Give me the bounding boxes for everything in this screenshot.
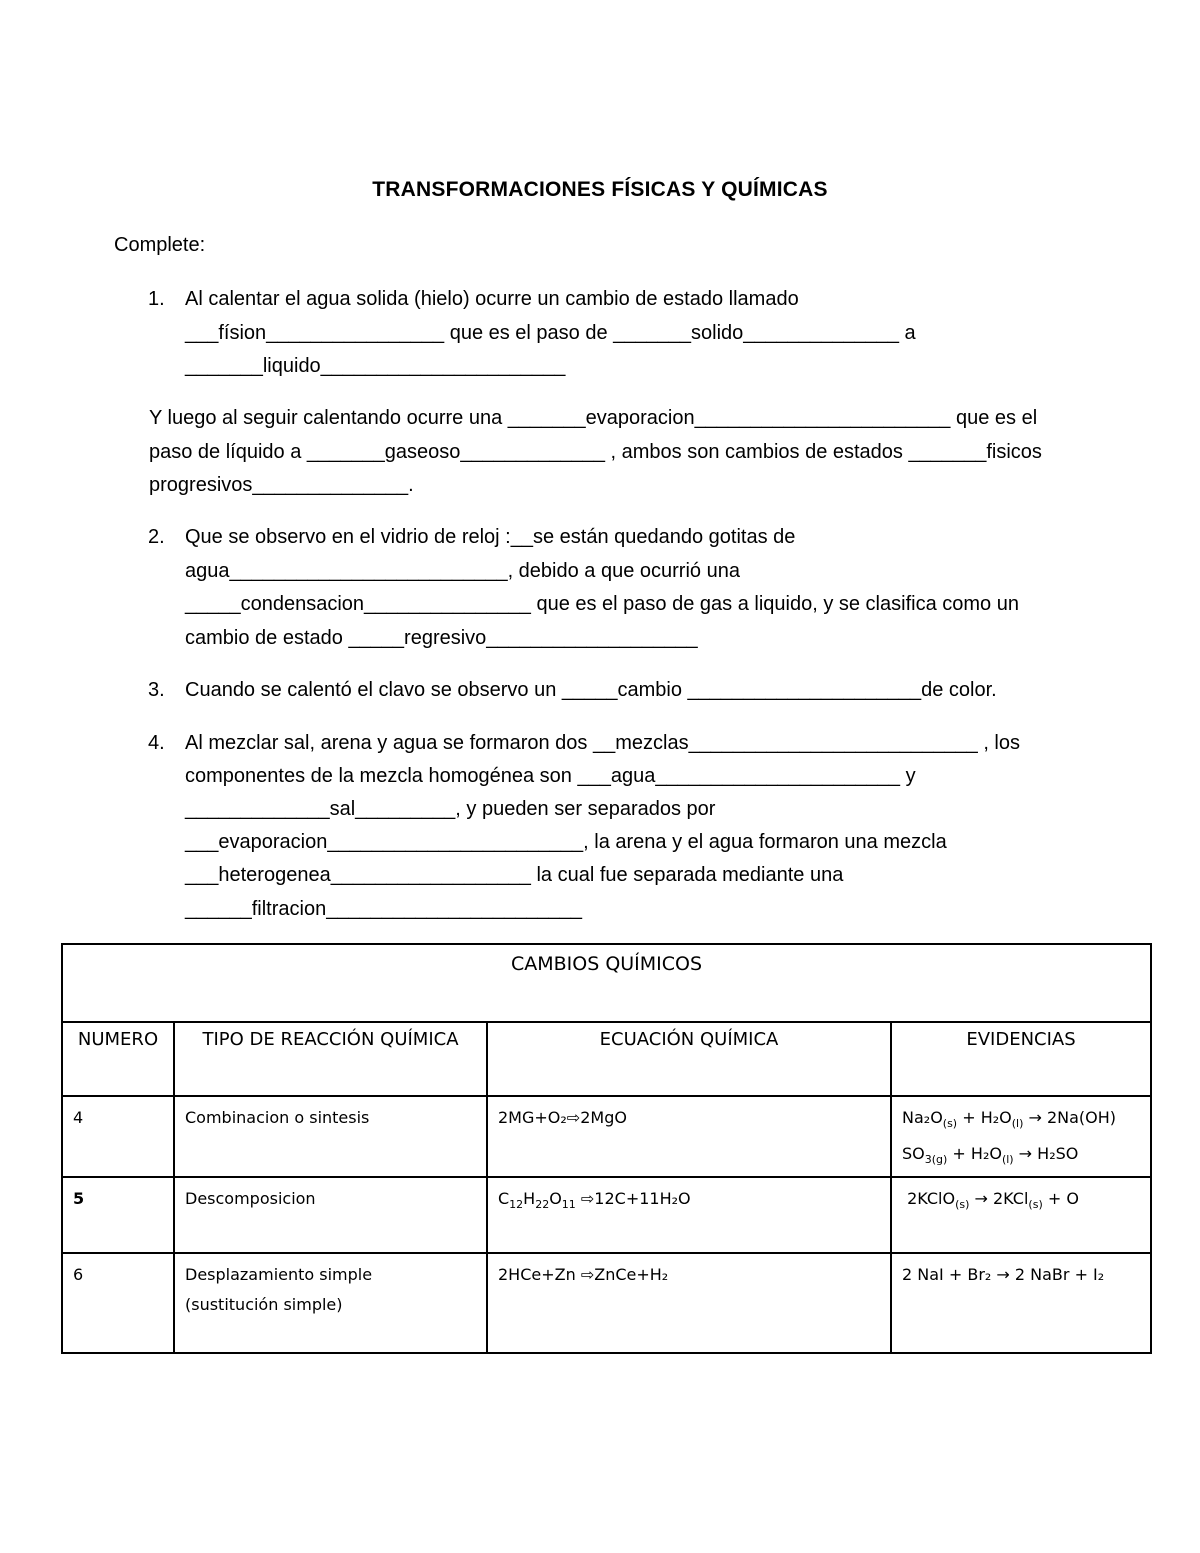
question-1-paragraph-line-2: paso de líquido a _______gaseoso_____________ , ambos son cambios de estados _______fisicos [149,441,1042,463]
question-4-line-3: _____________sal_________, y pueden ser separados por [185,798,716,820]
row-evidence: 2 NaI + Br₂ → 2 NaBr + I₂ [891,1253,1151,1353]
question-1-line-2: ___físion________________ que es el paso de _______solido______________ a [185,322,916,344]
question-2-line-1: Que se observo en el vidrio de reloj :__se están quedando gotitas de [185,526,796,548]
page-title: TRANSFORMACIONES FÍSICAS Y QUÍMICAS [372,178,828,201]
table-row [62,1177,1151,1253]
row-evidence: 2KClO$_{(s)}$ → 2KCl$_{(s)}$ + O [891,1177,1151,1253]
chemical-changes-table [61,943,1152,1354]
question-1-number: 1. [148,288,165,310]
question-3-line-1: Cuando se calentó el clavo se observo un _____cambio _____________________de color. [185,679,997,701]
row-number: 5 [62,1177,174,1253]
reaction-type-line-1: Desplazamiento simple [185,1265,373,1284]
table-row [62,1096,1151,1177]
row-reaction-type: Combinacion o sintesis [174,1096,487,1177]
question-1-line-1: Al calentar el agua solida (hielo) ocurre un cambio de estado llamado [185,288,799,310]
header-tipo: TIPO DE REACCIÓN QUÍMICA [174,1022,487,1096]
question-1-line-3: _______liquido______________________ [185,355,566,377]
question-4-line-1: Al mezclar sal, arena y agua se formaron dos __mezclas__________________________ , los [185,732,1020,754]
row-reaction-type [174,1253,487,1353]
row-number: 6 [62,1253,174,1353]
reaction-type-line-2: (sustitución simple) [185,1295,343,1314]
question-4-line-5: ___heterogenea__________________ la cual fue separada mediante una [185,864,844,886]
row-equation: 2HCe+Zn ⇨ZnCe+H₂ [487,1253,891,1353]
row-evidence: $Na_2O_{(s)} + H_2O_{(l)} \to 2Na(OH)$ $SO_{3(g)} + H_2O_{(l)} \to H_2SO$ [891,1096,1151,1177]
question-1-paragraph-line-3: progresivos______________. [149,474,414,496]
row-equation: $C_{12}H_{22}O_{11}$ ⇨12C+11H₂O [487,1177,891,1253]
question-3-number: 3. [148,679,165,701]
question-2-number: 2. [148,526,165,548]
question-4-number: 4. [148,732,165,754]
question-2-line-2: agua_________________________, debido a que ocurrió una [185,560,740,582]
row-reaction-type: Descomposicion [174,1177,487,1253]
instruction-label: Complete: [114,234,206,256]
question-1-paragraph-line-1: Y luego al seguir calentando ocurre una _______evaporacion_______________________ que es el [149,407,1038,429]
table-row [62,1253,1151,1353]
table-title: CAMBIOS QUÍMICOS [62,944,1151,1022]
header-evidencias: EVIDENCIAS [891,1022,1151,1096]
row-number: 4 [62,1096,174,1177]
question-4-line-2: componentes de la mezcla homogénea son ___agua______________________ y [185,765,916,787]
question-2-line-3: _____condensacion_______________ que es el paso de gas a liquido, y se clasifica como un [185,593,1019,615]
row-equation: 2MG+O₂⇨2MgO [487,1096,891,1177]
question-2-line-4: cambio de estado _____regresivo___________________ [185,627,698,649]
question-4-line-6: ______filtracion_______________________ [185,898,583,920]
header-numero: NUMERO [62,1022,174,1096]
question-4-line-4: ___evaporacion_______________________, la arena y el agua formaron una mezcla [185,831,947,853]
header-ecuacion: ECUACIÓN QUÍMICA [487,1022,891,1096]
